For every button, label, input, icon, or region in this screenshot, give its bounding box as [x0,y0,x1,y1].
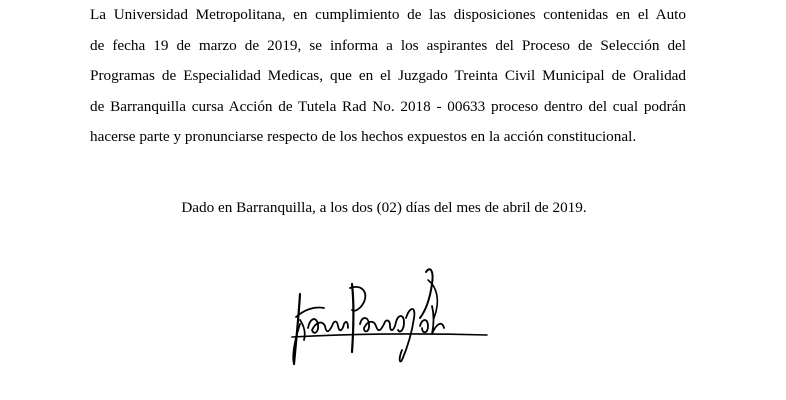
paragraph-line: hacerse parte y pronunciarse respecto de los hechos expuestos en la acción constitucional. [90,128,637,145]
paragraph-line: Programas de Especialidad Medicas, que en el Juzgado Treinta Civil Municipal de Oralidad [90,67,686,84]
signature-stroke [352,284,354,352]
notice-paragraph [90,0,686,153]
paragraph-line: La Universidad Metropolitana, en cumplimiento de las disposiciones contenidas en el Auto [90,6,686,23]
paragraph-line: de fecha 19 de marzo de 2019, se informa a los aspirantes del Proceso de Selección del [90,36,686,54]
handwritten-signature-icon [270,262,500,377]
signature-stroke [420,320,428,332]
signature-stroke [420,269,433,318]
paragraph-line: de Barranquilla cursa Acción de Tutela Rad No. 2018 - 00633 proceso dentro del cual podrán [90,97,686,115]
signature-stroke [296,307,324,317]
date-place-line: Dado en Barranquilla, a los dos (02) días del mes de abril de 2019. [181,199,587,216]
signature-stroke [360,316,404,332]
signature-stroke [308,319,348,333]
signature-underline [292,334,487,337]
signature-stroke [432,306,444,334]
